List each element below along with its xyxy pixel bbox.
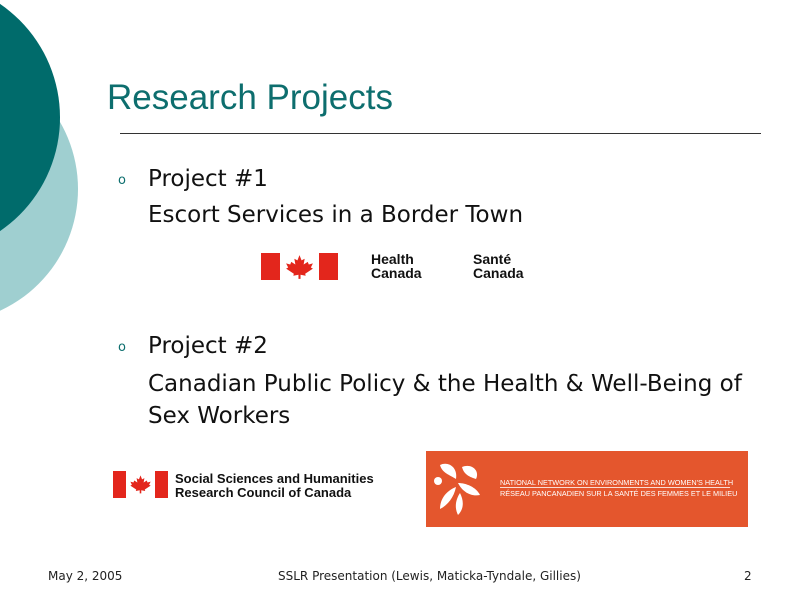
sshrc-line2: Research Council of Canada xyxy=(175,485,352,500)
health-canada-en-line1: Health xyxy=(371,251,414,267)
bullet-marker-1: o xyxy=(118,173,126,188)
bullet-heading-1: Project #1 xyxy=(148,166,268,192)
nnewh-line2: RÉSEAU PANCANADIEN SUR LA SANTÉ DES FEMMES ET LE MILIEU xyxy=(500,489,738,498)
footer-date: May 2, 2005 xyxy=(48,569,123,583)
title-divider xyxy=(120,133,761,134)
sshrc-wordmark xyxy=(175,472,374,500)
bullet-detail-1: Escort Services in a Border Town xyxy=(148,202,524,228)
maple-leaf-icon xyxy=(283,254,316,279)
health-canada-logo xyxy=(261,253,551,283)
canada-flag-icon xyxy=(113,471,168,498)
nnewh-logo xyxy=(426,451,748,527)
health-canada-fr-line2: Canada xyxy=(473,265,524,281)
slide-title: Research Projects xyxy=(107,78,393,117)
bullet-item-1 xyxy=(148,163,523,231)
page-number: 2 xyxy=(744,569,752,583)
bullet-item-2 xyxy=(148,330,748,432)
sshrc-line1: Social Sciences and Humanities xyxy=(175,471,374,486)
health-canada-en-line2: Canada xyxy=(371,265,422,281)
health-canada-fr-line1: Santé xyxy=(473,251,512,267)
bullet-heading-2: Project #2 xyxy=(148,333,268,359)
bullet-detail-2: Canadian Public Policy & the Health & Well-Being of Sex Workers xyxy=(148,371,742,429)
maple-leaf-icon xyxy=(128,473,153,495)
bullet-marker-2: o xyxy=(118,340,126,355)
nnewh-divider xyxy=(500,487,730,488)
canada-flag-icon xyxy=(261,253,338,280)
nnewh-line1: NATIONAL NETWORK ON ENVIRONMENTS AND WOMEN'S HEALTH xyxy=(500,478,734,487)
sshrc-logo xyxy=(113,471,403,501)
nnewh-emblem-icon xyxy=(432,457,484,519)
footer-presentation-title: SSLR Presentation (Lewis, Maticka-Tyndale, Gillies) xyxy=(278,569,581,583)
